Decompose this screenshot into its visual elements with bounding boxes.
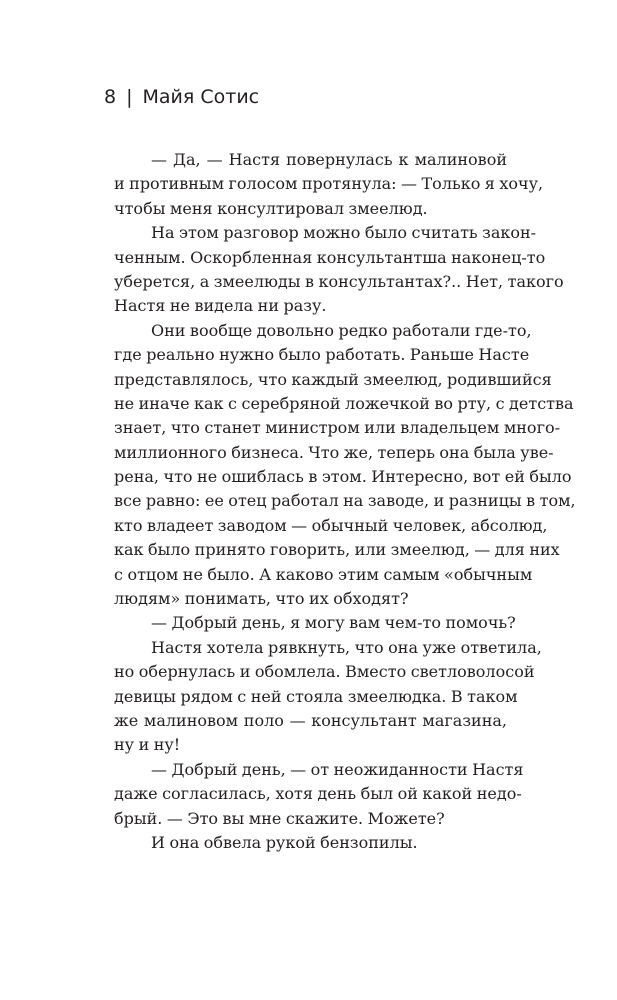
text-line: — Добрый день, — от неожиданности Настя	[151, 759, 524, 779]
text-line: же малиновом поло — консультант магазина,	[114, 710, 507, 730]
text-line: девицы рядом с ней стояла змеелюдка. В таком	[114, 686, 518, 706]
text-line: и противным голосом протянула: — Только я хочу,	[114, 174, 544, 194]
text-line: знает, что станет министром или владельцем много-	[114, 418, 560, 438]
text-line: И она обвела рукой бензопилы.	[151, 832, 418, 852]
text-line: На этом разговор можно было считать закон-	[151, 223, 537, 243]
text-line: людям» понимать, что их обходят?	[114, 589, 409, 609]
text-line: Настя не видела ни разу.	[114, 296, 327, 316]
text-line: Настя хотела рявкнуть, что она уже ответила,	[151, 637, 542, 657]
text-line: все равно: ее отец работал на заводе, и разницы в том,	[114, 491, 576, 511]
paragraph	[114, 831, 507, 855]
text-line: Они вообще довольно редко работали где-то,	[151, 320, 532, 340]
text-line: уберется, а змеелюды в консультантах?.. Нет, такого	[114, 271, 564, 291]
text-line: как было принято говорить, или змеелюд, — для них	[114, 540, 560, 560]
text-line: ченным. Оскорбленная консультантша наконец-то	[114, 247, 546, 267]
running-header	[104, 86, 259, 108]
text-line: но обернулась и обомлела. Вместо светловолосой	[114, 662, 535, 682]
paragraph	[114, 636, 542, 758]
text-line: брый. — Это вы мне скажите. Можете?	[114, 808, 445, 828]
paragraph	[114, 758, 524, 831]
text-line: — Да, — Настя повернулась к малиновой	[151, 150, 507, 169]
text-line: чтобы меня консултировал змеелюд.	[114, 198, 428, 218]
text-line: с отцом не было. А каково этим самым «обычным	[114, 564, 533, 584]
text-line: представлялось, что каждый змеелюд, родившийся	[114, 369, 552, 389]
author-name: Майя Сотис	[142, 86, 260, 108]
paragraph	[114, 148, 544, 221]
paragraph	[114, 611, 516, 635]
text-line: миллионного бизнеса. Что же, теперь она была уве-	[114, 442, 554, 462]
text-line: ну и ну!	[114, 735, 181, 755]
header-separator: |	[126, 86, 133, 108]
text-line: рена, что не ошиблась в этом. Интересно, вот ей было	[114, 467, 572, 487]
paragraph	[114, 319, 576, 612]
text-line: даже согласилась, хотя день был ой какой недо-	[114, 784, 522, 804]
text-line: где реально нужно было работать. Раньше Насте	[114, 345, 530, 365]
text-line: кто владеет заводом — обычный человек, абсолюд,	[114, 515, 548, 535]
text-line: не иначе как с серебряной ложечкой во рту, с детства	[114, 393, 574, 413]
paragraph	[114, 221, 564, 319]
page-body	[114, 148, 576, 855]
text-line: — Добрый день, я могу вам чем-то помочь?	[151, 613, 516, 633]
page-number: 8	[104, 86, 117, 108]
